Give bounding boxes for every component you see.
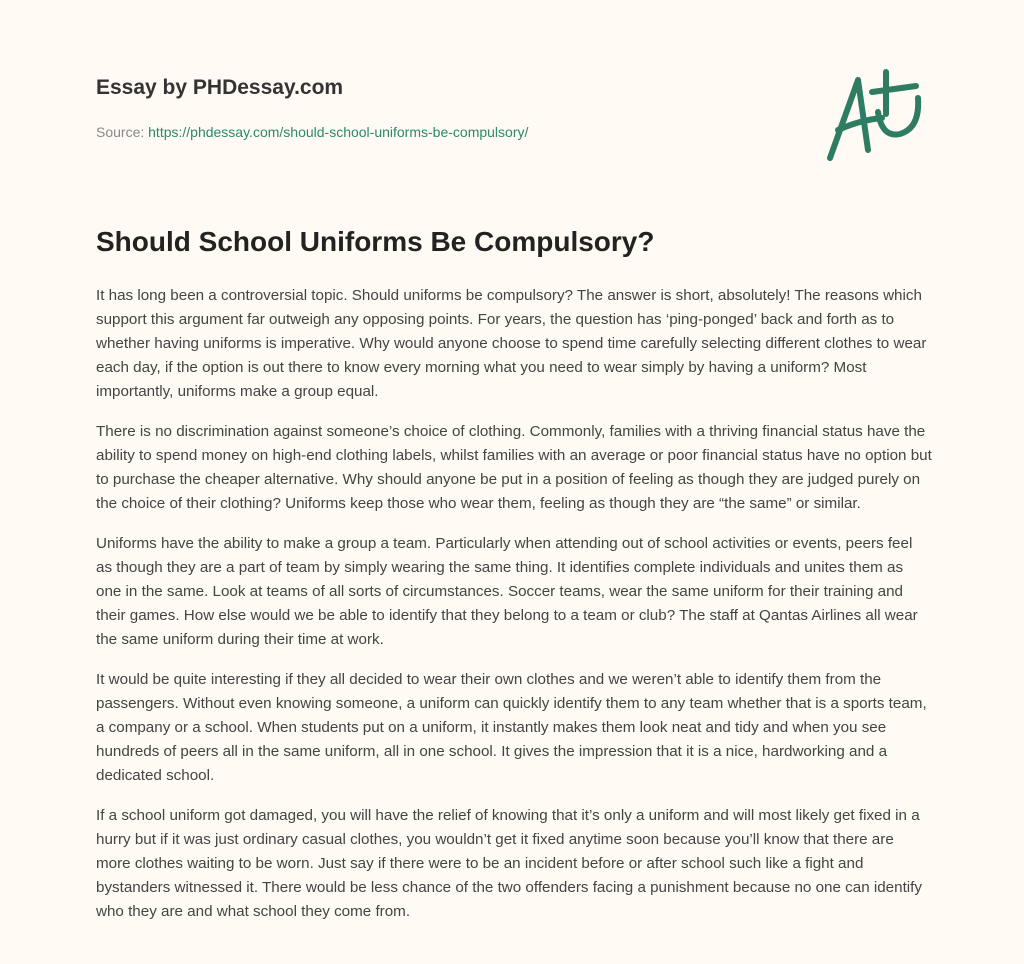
essay-title: Should School Uniforms Be Compulsory?: [96, 226, 655, 257]
source-label: Source:: [96, 124, 145, 140]
paragraph: Uniforms have the ability to make a group a team. Particularly when attending out of school activities or events, peers feel as though they are a part of team by simply wearing the same thing. It identifies complete individuals and unites them as one in the same. Look at teams of all sorts of circumstances. Soccer teams, wear the same uniform for their training and their games. How else would we be able to identify that they belong to a team or club? The staff at Qantas Airlines all wear the same uniform during their time at work.: [96, 535, 918, 648]
a-plus-logo-icon: [820, 68, 930, 163]
paragraph: It would be quite interesting if they all decided to wear their own clothes and we weren’t able to identify them from the passengers. Without even knowing someone, a uniform can quickly identify them to any team whether that is a sports team, a company or a school. When students put on a uniform, it instantly makes them look neat and tidy and when you see hundreds of peers all in the same uniform, all in one school. It gives the impression that it is a nice, hardworking and a dedicated school.: [96, 671, 927, 784]
paragraph: If a school uniform got damaged, you will have the relief of knowing that it’s only a uniform and will most likely get fixed in a hurry but if it was just ordinary casual clothes, you wouldn’t get it fixed anytime soon because you’ll know that there are more clothes waiting to be worn. Just say if there were to be an incident before or after school such like a fight and bystanders witnessed it. There would be less chance of the two offenders facing a punishment because no one can identify who they are and what school they come from.: [96, 807, 922, 920]
source-link[interactable]: https://phdessay.com/should-school-uniforms-be-compulsory/: [148, 124, 529, 140]
paragraph: There is no discrimination against someone’s choice of clothing. Commonly, families with a thriving financial status have the ability to spend money on high-end clothing labels, whilst families with an average or poor financial status have no option but to purchase the cheaper alternative. Why should anyone be put in a position of feeling as though they are judged purely on the choice of their clothing? Uniforms keep those who wear them, feeling as though they are “the same” or similar.: [96, 423, 932, 512]
paragraph: It has long been a controversial topic. Should uniforms be compulsory? The answer is short, absolutely! The reasons which support this argument far outweigh any opposing points. For years, the question has ‘ping-ponged’ back and forth as to whether having uniforms is imperative. Why would anyone choose to spend time carefully selecting different clothes to wear each day, if the option is out there to know every morning what you need to wear simply by having a uniform? Most importantly, uniforms make a group equal.: [96, 287, 927, 400]
essay-body: [96, 284, 932, 940]
source-line: [96, 124, 528, 140]
site-brand: Essay by PHDessay.com: [96, 76, 344, 99]
